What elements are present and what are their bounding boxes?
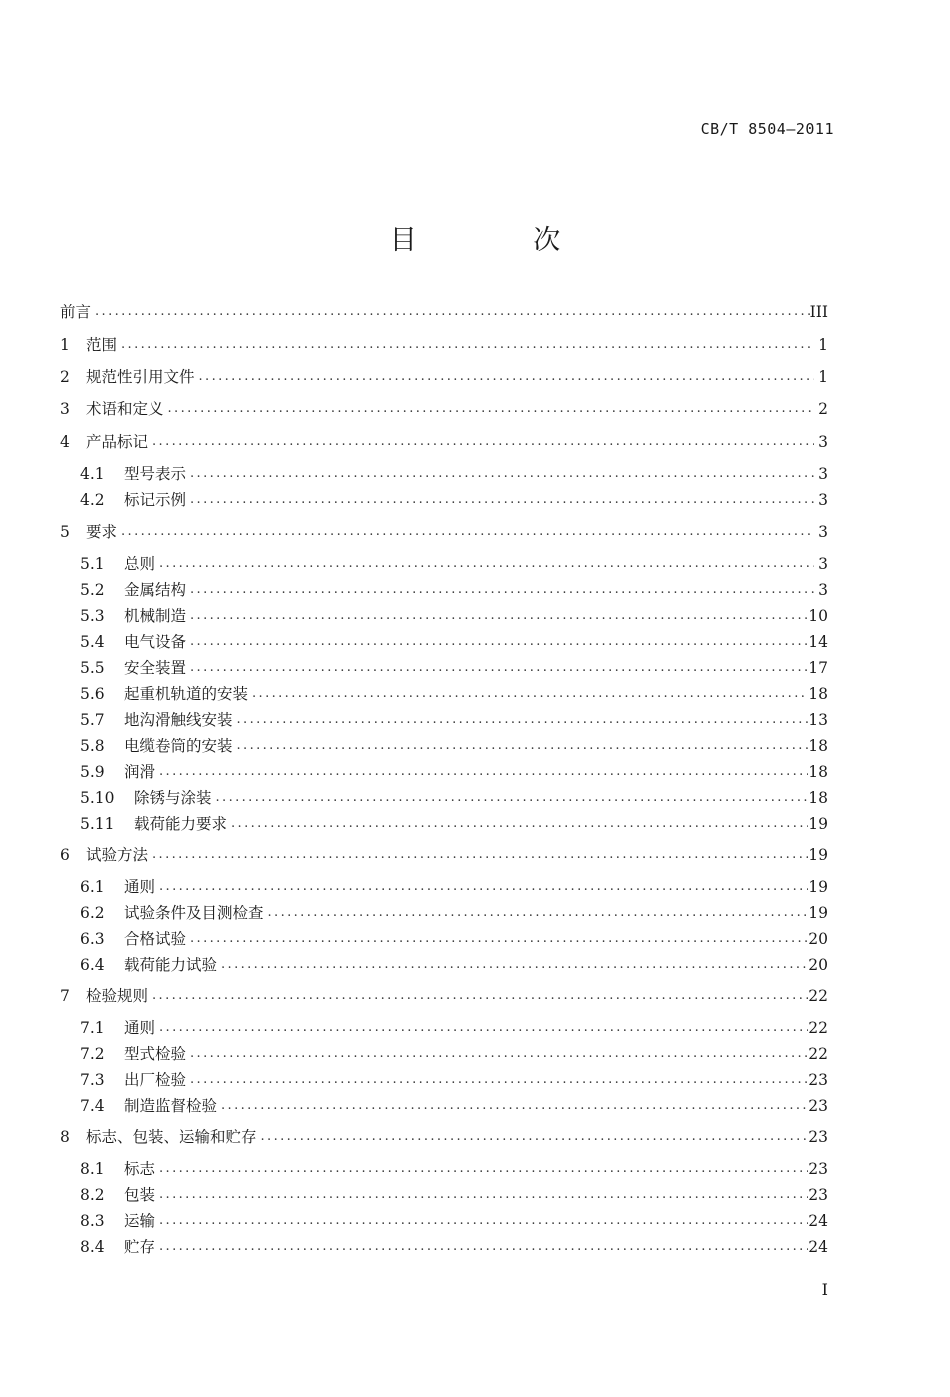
toc-entry[interactable] bbox=[80, 875, 828, 899]
toc-entry[interactable] bbox=[60, 333, 828, 357]
toc-entry-label: 要求 bbox=[86, 523, 118, 541]
toc-leader-dots bbox=[155, 1183, 808, 1207]
toc-leader-dots bbox=[248, 682, 808, 706]
toc-entry-page: 19 bbox=[808, 878, 828, 896]
toc-entry-page: 3 bbox=[818, 523, 828, 541]
toc-entry-label: 标记示例 bbox=[124, 491, 187, 509]
toc-entry-number: 5.11 bbox=[80, 815, 115, 833]
toc-entry-label: 载荷能力试验 bbox=[124, 956, 218, 974]
toc-entry-number: 5.9 bbox=[80, 763, 105, 781]
toc-entry[interactable] bbox=[80, 1042, 828, 1066]
toc-entry-label: 贮存 bbox=[124, 1238, 156, 1256]
toc-leader-dots bbox=[186, 630, 808, 654]
toc-entry-number: 1 bbox=[60, 336, 70, 354]
toc-entry-label: 载荷能力要求 bbox=[134, 815, 228, 833]
toc-entry[interactable] bbox=[60, 984, 828, 1008]
toc-entry-number: 6.3 bbox=[80, 930, 105, 948]
toc-entry-number: 8.2 bbox=[80, 1186, 105, 1204]
toc-entry-label: 规范性引用文件 bbox=[86, 368, 195, 386]
toc-entry[interactable] bbox=[80, 1209, 828, 1233]
toc-leader-dots bbox=[186, 927, 808, 951]
toc-entry-page: 3 bbox=[818, 465, 828, 483]
toc-entry-label: 通则 bbox=[124, 878, 156, 896]
toc-entry-label: 检验规则 bbox=[86, 987, 149, 1005]
toc-entry-number: 6.1 bbox=[80, 878, 105, 896]
toc-entry[interactable] bbox=[80, 812, 828, 836]
toc-entry[interactable] bbox=[80, 786, 828, 810]
toc-entry[interactable] bbox=[60, 520, 828, 544]
toc-leader-dots bbox=[264, 901, 809, 925]
toc-entry[interactable] bbox=[80, 1094, 828, 1118]
toc-leader-dots bbox=[186, 1042, 808, 1066]
toc-entry-page: 10 bbox=[808, 607, 828, 625]
toc-entry-page: 23 bbox=[808, 1128, 828, 1146]
toc-entry-page: 3 bbox=[818, 555, 828, 573]
toc-entry[interactable] bbox=[60, 1125, 828, 1149]
toc-entry-page: 1 bbox=[818, 368, 828, 386]
toc-leader-dots bbox=[155, 1016, 808, 1040]
toc-entry[interactable] bbox=[80, 734, 828, 758]
toc-entry-label: 除锈与涂装 bbox=[134, 789, 212, 807]
page-number: I bbox=[821, 1280, 828, 1299]
toc-entry[interactable] bbox=[80, 488, 828, 512]
toc-entry[interactable] bbox=[80, 604, 828, 628]
toc-entry[interactable] bbox=[80, 462, 828, 486]
toc-entry-page: 23 bbox=[808, 1097, 828, 1115]
toc-entry-number: 5.1 bbox=[80, 555, 105, 573]
toc-entry-label: 电气设备 bbox=[124, 633, 187, 651]
toc-entry-page: 2 bbox=[818, 400, 828, 418]
toc-leader-dots bbox=[195, 365, 814, 389]
toc-entry-label: 标志、包装、运输和贮存 bbox=[86, 1128, 257, 1146]
toc-entry-number: 4.1 bbox=[80, 465, 105, 483]
toc-leader-dots bbox=[257, 1125, 809, 1149]
toc-entry-label: 通则 bbox=[124, 1019, 156, 1037]
toc-entry-page: 19 bbox=[808, 846, 828, 864]
toc-entry-number: 2 bbox=[60, 368, 70, 386]
toc-leader-dots bbox=[186, 656, 808, 680]
toc-entry-page: 17 bbox=[808, 659, 828, 677]
toc-entry[interactable] bbox=[80, 1068, 828, 1092]
toc-entry[interactable] bbox=[60, 430, 828, 454]
toc-entry-number: 3 bbox=[60, 400, 70, 418]
toc-entry-page: 23 bbox=[808, 1186, 828, 1204]
toc-entry-number: 5.5 bbox=[80, 659, 105, 677]
toc-leader-dots bbox=[155, 760, 808, 784]
toc-entry[interactable] bbox=[60, 397, 828, 421]
toc-entry-page: 19 bbox=[808, 904, 828, 922]
toc-entry-number: 7 bbox=[60, 987, 70, 1005]
toc-entry-number: 5 bbox=[60, 523, 70, 541]
toc-entry-page: 24 bbox=[808, 1238, 828, 1256]
toc-entry-number: 7.3 bbox=[80, 1071, 105, 1089]
toc-entry[interactable] bbox=[80, 552, 828, 576]
toc-entry-label: 产品标记 bbox=[86, 433, 149, 451]
toc-entry-number: 5.7 bbox=[80, 711, 105, 729]
toc-entry[interactable] bbox=[60, 365, 828, 389]
toc-entry-label: 总则 bbox=[124, 555, 156, 573]
toc-entry-page: 18 bbox=[808, 685, 828, 703]
toc-entry-page: 18 bbox=[808, 789, 828, 807]
toc-leader-dots bbox=[233, 734, 809, 758]
toc-entry-page: 18 bbox=[808, 763, 828, 781]
toc-entry-label: 试验条件及目测检查 bbox=[124, 904, 264, 922]
toc-entry[interactable] bbox=[60, 300, 828, 324]
toc-entry[interactable] bbox=[80, 927, 828, 951]
toc-entry[interactable] bbox=[80, 760, 828, 784]
toc-leader-dots bbox=[186, 1068, 808, 1092]
toc-entry[interactable] bbox=[80, 578, 828, 602]
toc-entry-label: 电缆卷筒的安装 bbox=[124, 737, 233, 755]
toc-entry[interactable] bbox=[60, 843, 828, 867]
toc-entry-label: 出厂检验 bbox=[124, 1071, 187, 1089]
toc-entry[interactable] bbox=[80, 953, 828, 977]
toc-entry-label: 型号表示 bbox=[124, 465, 187, 483]
toc-entry-page: 22 bbox=[808, 1045, 828, 1063]
toc-entry-label: 型式检验 bbox=[124, 1045, 187, 1063]
toc-entry-label: 制造监督检验 bbox=[124, 1097, 218, 1115]
toc-entry-label: 运输 bbox=[124, 1212, 156, 1230]
toc-leader-dots bbox=[155, 1235, 808, 1259]
toc-leader-dots bbox=[148, 843, 808, 867]
toc-entry-label: 标志 bbox=[124, 1160, 156, 1178]
toc-entry-number: 7.2 bbox=[80, 1045, 105, 1063]
toc-entry-number: 5.4 bbox=[80, 633, 105, 651]
toc-entry-label: 试验方法 bbox=[86, 846, 149, 864]
toc-leader-dots bbox=[186, 604, 808, 628]
toc-entry[interactable] bbox=[80, 1235, 828, 1259]
toc-leader-dots bbox=[148, 430, 814, 454]
toc-entry-page: 23 bbox=[808, 1160, 828, 1178]
toc-entry-number: 8.3 bbox=[80, 1212, 105, 1230]
toc-entry-label: 润滑 bbox=[124, 763, 156, 781]
toc-entry-page: 3 bbox=[818, 433, 828, 451]
toc-entry-page: 20 bbox=[808, 930, 828, 948]
toc-entry-number: 5.10 bbox=[80, 789, 115, 807]
toc-entry-number: 8.4 bbox=[80, 1238, 105, 1256]
toc-entry-number: 8 bbox=[60, 1128, 70, 1146]
toc-entry-number: 5.2 bbox=[80, 581, 105, 599]
page-title: 目 次 bbox=[389, 225, 615, 256]
toc-leader-dots bbox=[148, 984, 808, 1008]
toc-leader-dots bbox=[186, 462, 814, 486]
toc-leader-dots bbox=[155, 552, 814, 576]
toc-entry-page: 24 bbox=[808, 1212, 828, 1230]
toc-entry[interactable] bbox=[80, 1157, 828, 1181]
toc-entry-number: 5.8 bbox=[80, 737, 105, 755]
toc-leader-dots bbox=[217, 953, 808, 977]
toc-entry-label: 地沟滑触线安装 bbox=[124, 711, 233, 729]
toc-entry-label: 范围 bbox=[86, 336, 118, 354]
toc-entry-page: 3 bbox=[818, 581, 828, 599]
toc-leader-dots bbox=[186, 578, 814, 602]
toc-entry-label: 包装 bbox=[124, 1186, 156, 1204]
toc-entry[interactable] bbox=[80, 656, 828, 680]
toc-leader-dots bbox=[217, 1094, 808, 1118]
toc-entry-label: 机械制造 bbox=[124, 607, 187, 625]
toc-entry-page: 14 bbox=[808, 633, 828, 651]
toc-entry-page: 22 bbox=[808, 1019, 828, 1037]
toc-entry[interactable] bbox=[80, 708, 828, 732]
toc-entry-number: 5.6 bbox=[80, 685, 105, 703]
toc-leader-dots bbox=[233, 708, 809, 732]
toc-entry-page: 19 bbox=[808, 815, 828, 833]
toc-leader-dots bbox=[155, 875, 808, 899]
toc-entry[interactable] bbox=[80, 1183, 828, 1207]
toc-entry-page: 3 bbox=[818, 491, 828, 509]
toc-leader-dots bbox=[186, 488, 814, 512]
toc-entry-page: 18 bbox=[808, 737, 828, 755]
toc-leader-dots bbox=[117, 333, 814, 357]
toc-entry-number: 6 bbox=[60, 846, 70, 864]
standard-number: CB/T 8504—2011 bbox=[700, 120, 834, 138]
toc-entry[interactable] bbox=[80, 1016, 828, 1040]
toc-entry-label: 起重机轨道的安装 bbox=[124, 685, 249, 703]
toc-entry-page: III bbox=[809, 303, 828, 321]
toc-leader-dots bbox=[155, 1209, 808, 1233]
toc-entry[interactable] bbox=[80, 901, 828, 925]
toc-entry-label: 金属结构 bbox=[124, 581, 187, 599]
toc-entry-page: 23 bbox=[808, 1071, 828, 1089]
toc-leader-dots bbox=[155, 1157, 808, 1181]
toc-leader-dots bbox=[164, 397, 814, 421]
toc-entry-number: 6.2 bbox=[80, 904, 105, 922]
toc-entry[interactable] bbox=[80, 630, 828, 654]
toc-entry-number: 6.4 bbox=[80, 956, 105, 974]
toc-leader-dots bbox=[91, 300, 810, 324]
toc-entry-number: 8.1 bbox=[80, 1160, 105, 1178]
toc-leader-dots bbox=[117, 520, 814, 544]
toc-entry-label: 合格试验 bbox=[124, 930, 187, 948]
toc-entry-number: 7.1 bbox=[80, 1019, 105, 1037]
toc-entry-number: 5.3 bbox=[80, 607, 105, 625]
toc-leader-dots bbox=[212, 786, 809, 810]
toc-entry-label: 安全装置 bbox=[124, 659, 187, 677]
toc-entry-number: 4 bbox=[60, 433, 70, 451]
toc-entry-label: 前言 bbox=[60, 303, 92, 321]
toc-entry-number: 4.2 bbox=[80, 491, 105, 509]
toc-entry[interactable] bbox=[80, 682, 828, 706]
toc-entry-label: 术语和定义 bbox=[86, 400, 164, 418]
toc-entry-page: 1 bbox=[818, 336, 828, 354]
toc-entry-page: 20 bbox=[808, 956, 828, 974]
toc-entry-page: 13 bbox=[808, 711, 828, 729]
toc-entry-page: 22 bbox=[808, 987, 828, 1005]
toc-entry-number: 7.4 bbox=[80, 1097, 105, 1115]
toc-leader-dots bbox=[227, 812, 808, 836]
